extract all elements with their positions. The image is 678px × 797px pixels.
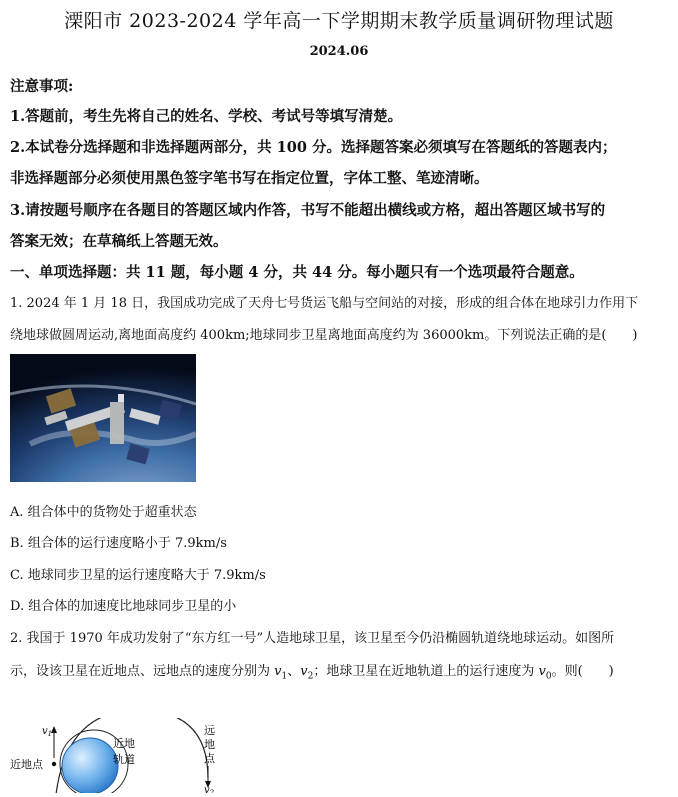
q1-option-a: A. 组合体中的货物处于超重状态 [10,505,197,520]
svg-text:远: 远 [204,724,215,737]
svg-text:轨道: 轨道 [113,753,135,766]
section-heading: 一、单项选择题：共 11 题，每小题 4 分，共 44 分。每小题只有一个选项最符合题意。 [10,264,584,281]
q2-stem-line1: 2. 我国于 1970 年成功发射了“东方红一号”人造地球卫星，该卫星至今仍沿椭圆轨道绕地球运动。如图所 [10,631,615,646]
q2-stem-line2: 示，设该卫星在近地点、远地点的速度分别为 $v_1$、$v_2$；地球卫星在近地轨道上的运行速度为 $v_0$。则( ) [10,664,614,682]
q1-stem-line2: 绕地球做圆周运动,离地面高度约 400km;地球同步卫星离地面高度约为 36000km。下列说法正确的是( ) [10,328,638,343]
q1-option-c: C. 地球同步卫星的运行速度略大于 7.9km/s [10,568,266,583]
svg-text:点: 点 [204,752,215,765]
svg-text:近地: 近地 [113,737,135,750]
orbit-diagram [8,718,238,793]
exam-date: 2024.06 [309,44,369,59]
q1-option-b: B. 组合体的运行速度略小于 7.9km/s [10,536,227,551]
svg-text:地: 地 [204,738,215,751]
svg-text:v1: $v_1$ [42,726,53,738]
q1-stem-line1: 1. 2024 年 1 月 18 日，我国成功完成了天舟七号货运飞船与空间站的对接，形成的组合体在地球引力作用下 [10,296,639,311]
q1-option-d: D. 组合体的加速度比地球同步卫星的小 [10,599,237,614]
svg-text:v2: $v_2$ [204,785,215,793]
notice-item-1: 1.答题前，考生先将自己的姓名、学校、考试号等填写清楚。 [10,108,403,125]
exam-title: 溧阳市 2023-2024 学年高一下学期期末教学质量调研物理试题 [64,10,614,32]
notice-item-3a: 3.请按题号顺序在各题目的答题区域内作答，书写不能超出横线或方格，超出答题区域书写的 [10,202,606,219]
notice-item-2b: 非选择题部分必须使用黑色签字笔书写在指定位置，字体工整、笔迹清晰。 [10,170,489,187]
notice-item-3b: 答案无效；在草稿纸上答题无效。 [10,233,228,250]
space-station-photo [10,354,196,482]
notice-heading: 注意事项: [10,78,74,95]
notice-item-2a: 2.本试卷分选择题和非选择题两部分，共 100 分。选择题答案必须填写在答题纸的答题表内； [10,139,617,156]
svg-text:近地点: 近地点 [10,758,43,771]
